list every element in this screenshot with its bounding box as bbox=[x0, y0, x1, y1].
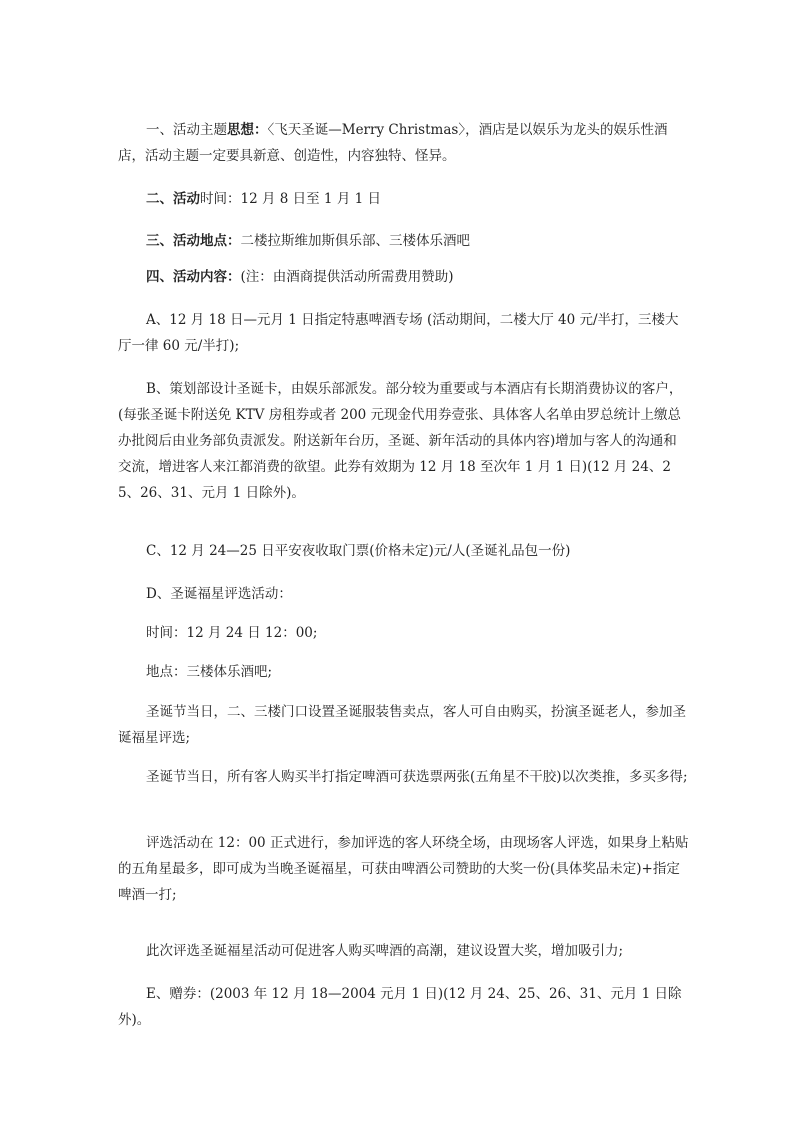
paragraph-e: E、赠券：(2003 年 12 月 18—2004 元月 1 日)(12 月 24、25、26、31、元月 1 日除外)。 bbox=[118, 986, 682, 1028]
paragraph-b: B、策划部设计圣诞卡，由娱乐部派发。部分较为重要或与本酒店有长期消费协议的客户，(每张圣诞卡附送免 KTV 房租券或者 200 元现金代用券壹张、具体客人名单由罗总统计上缴总办批阅后由业务部负责派发。附送新年台历，圣诞、新年活动的具体内容)增加与客人的沟通和交流，增进客人来江都消费的欲望。此券有效期为 12 月 18 至次年 1 月 1 日)(12 月 24、25、26、31、元月 1 日除外)。 bbox=[118, 381, 683, 501]
time-text: 时间：12 月 8 日至 1 月 1 日 bbox=[200, 191, 381, 207]
paragraph-d-time: 时间：12 月 24 日 12：00; bbox=[146, 625, 318, 641]
theme-label: 一、活动主题 bbox=[146, 122, 227, 138]
paragraph-d-1: 圣诞节当日，二、三楼门口设置圣诞服装售卖点，客人可自由购买，扮演圣诞老人，参加圣诞福星评选; bbox=[118, 704, 686, 746]
paragraph-c: C、12 月 24—25 日平安夜收取门票(价格未定)元/人(圣诞礼品包一份) bbox=[146, 543, 571, 559]
theme-text: 〈飞天圣诞—Merry Christmas〉，酒店是以娱乐为龙头的娱乐性酒店，活动主题一定要具新意、创造性，内容独特、怪异。 bbox=[118, 122, 668, 164]
content-label: 四、活动内容： bbox=[146, 269, 241, 285]
content-text: (注：由酒商提供活动所需费用赞助) bbox=[240, 269, 454, 285]
paragraph-d-4: 此次评选圣诞福星活动可促进客人购买啤酒的高潮，建议设置大奖，增加吸引力; bbox=[146, 943, 624, 959]
paragraph-d-3: 评选活动在 12：00 正式进行，参加评选的客人环绕全场，由现场客人评选，如果身上粘贴的五角星最多，即可成为当晚圣诞福星，可获由啤酒公司赞助的大奖一份(具体奖品未定)+指定啤酒一打; bbox=[118, 835, 689, 903]
paragraph-d-place: 地点：三楼体乐酒吧; bbox=[146, 664, 273, 680]
section-time bbox=[118, 186, 690, 212]
paragraph-d-2: 圣诞节当日，所有客人购买半打指定啤酒可获选票两张(五角星不干胶)以次类推，多买多得; bbox=[146, 769, 688, 785]
time-label: 二、活动 bbox=[146, 191, 200, 207]
section-venue bbox=[118, 228, 690, 254]
theme-label-bold: 思想： bbox=[227, 122, 268, 138]
section-content bbox=[118, 264, 690, 290]
section-theme bbox=[118, 117, 690, 169]
paragraph-d: D、圣诞福星评选活动： bbox=[146, 586, 292, 602]
paragraph-a: A、12 月 18 日—元月 1 日指定特惠啤酒专场 (活动期间，二楼大厅 40 元/半打，三楼大厅一律 60 元/半打); bbox=[118, 312, 679, 354]
venue-label: 三、活动地点： bbox=[146, 233, 241, 249]
venue-text: 二楼拉斯维加斯俱乐部、三楼体乐酒吧 bbox=[240, 233, 470, 249]
